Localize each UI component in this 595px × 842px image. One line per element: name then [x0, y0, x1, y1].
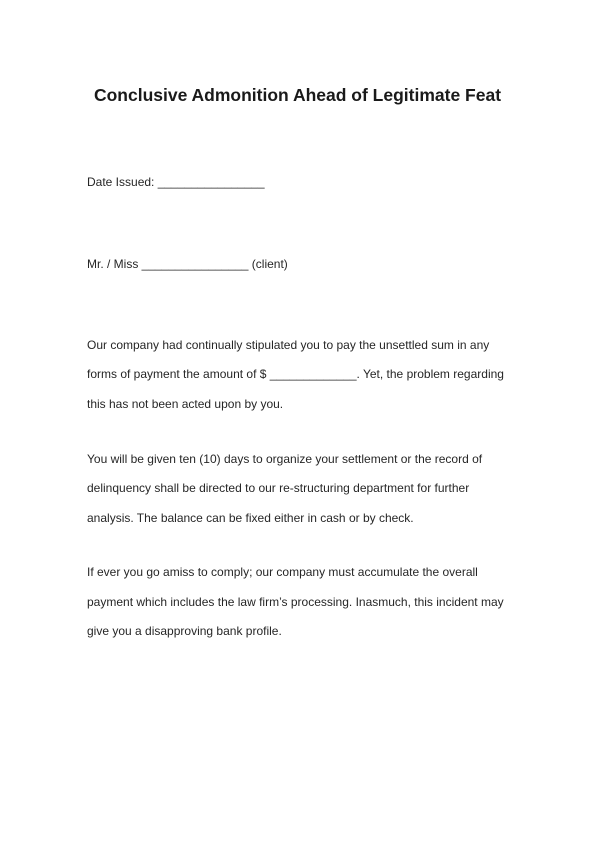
paragraph-line: give you a disapproving bank profile. — [87, 624, 282, 638]
paragraph-line: You will be given ten (10) days to organize your settlement or the record of — [87, 452, 483, 466]
paragraph-line: analysis. The balance can be fixed either in cash or by check. — [87, 511, 414, 525]
paragraph-line: this has not been acted upon by you. — [87, 397, 284, 411]
paragraph-line: delinquency shall be directed to our re-structuring department for further — [87, 481, 470, 495]
paragraph-line: payment which includes the law firm’s processing. Inasmuch, this incident may — [87, 595, 504, 609]
paragraph-line: If ever you go amiss to comply; our company must accumulate the overall — [87, 565, 478, 579]
paragraph-line: Our company had continually stipulated you to pay the unsettled sum in any — [87, 338, 490, 352]
date-issued-line: Date Issued: ________________ — [87, 175, 265, 189]
paragraph-line: forms of payment the amount of $ _____________. Yet, the problem regarding — [87, 367, 504, 381]
document-title: Conclusive Admonition Ahead of Legitimate Feat — [93, 85, 502, 105]
recipient-line: Mr. / Miss ________________ (client) — [87, 257, 288, 271]
